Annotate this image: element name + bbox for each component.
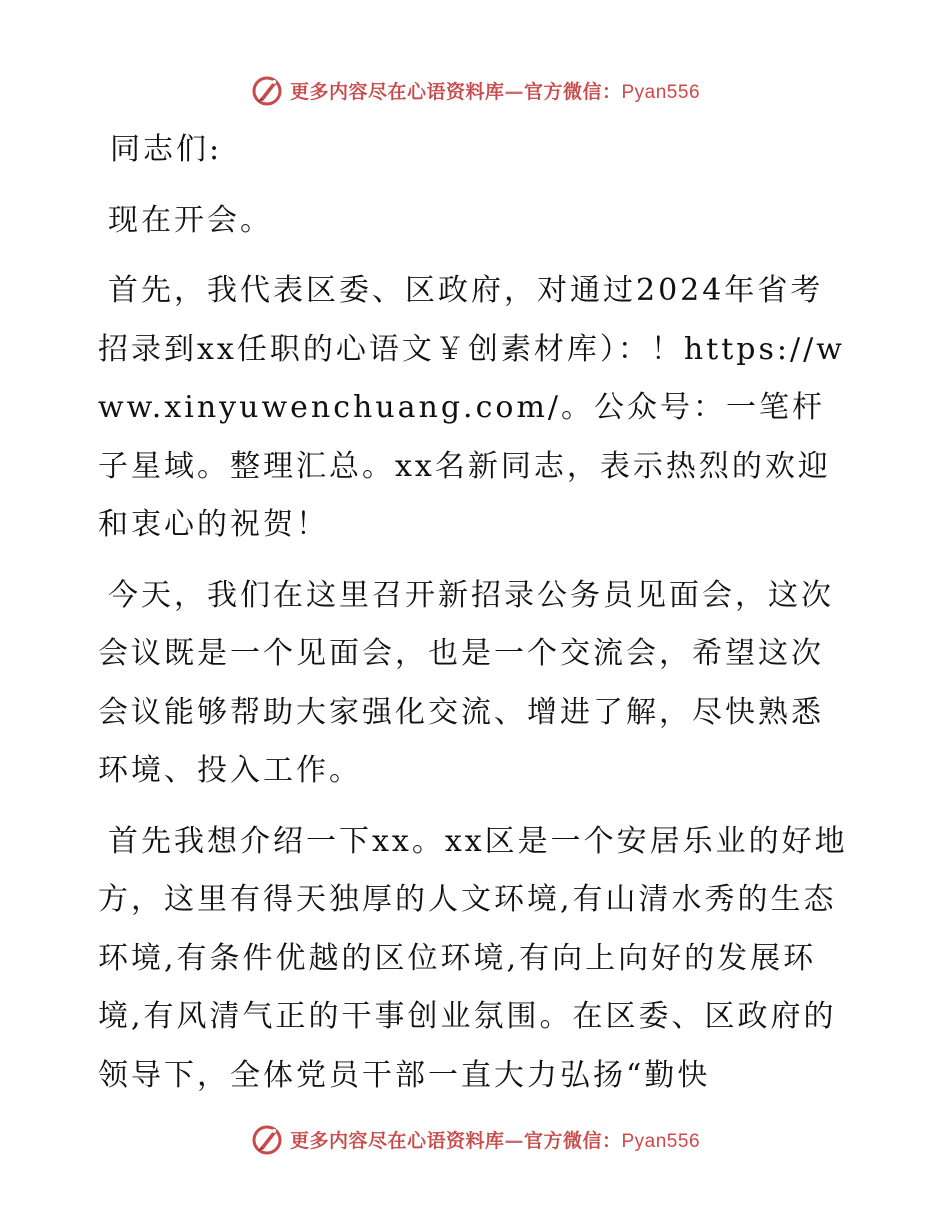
- banner-main-text: 更多内容尽在心语资料库: [289, 1129, 505, 1152]
- banner-label: 官方微信：: [523, 1129, 622, 1152]
- quill-logo-icon: [250, 73, 284, 107]
- paragraph-welcome: 首先，我代表区委、区政府，对通过2024年省考招录到xx任职的心语文￥创素材库）：！https://www.xinyuwenchuang.com/。公众号：一笔杆子星域。整理汇总。xx名新同志，表示热烈的欢迎和衷心的祝贺！: [98, 273, 845, 542]
- paragraph-salutation: 同志们:: [110, 132, 223, 167]
- banner-label: 官方微信：: [523, 80, 622, 103]
- paragraph-purpose: 今天，我们在这里召开新招录公务员见面会，这次会议既是一个见面会，也是一个交流会，希望这次会议能够帮助大家强化交流、增进了解，尽快熟悉环境、投入工作。: [98, 577, 834, 788]
- quill-logo-icon: [250, 1122, 284, 1156]
- banner-handle: Pyan556: [621, 1130, 701, 1152]
- banner-dash: —: [504, 1129, 524, 1152]
- banner-main-text: 更多内容尽在心语资料库: [289, 80, 505, 103]
- banner-dash: —: [504, 80, 524, 103]
- paragraph-introduction: 首先我想介绍一下xx。xx区是一个安居乐业的好地方，这里有得天独厚的人文环境,有山清水秀的生态环境,有条件优越的区位环境,有向上向好的发展环境,有风清气正的干事创业氛围。在区委、区政府的领导下，全体党员干部一直大力弘扬“勤快: [98, 823, 848, 1093]
- paragraph-opening: 现在开会。: [108, 202, 273, 238]
- banner-handle: Pyan556: [621, 81, 701, 103]
- document-body: [98, 121, 854, 1117]
- banner-text: [290, 1126, 700, 1153]
- header-banner: [0, 70, 950, 110]
- banner-text: [290, 77, 700, 104]
- footer-banner: [0, 1119, 950, 1159]
